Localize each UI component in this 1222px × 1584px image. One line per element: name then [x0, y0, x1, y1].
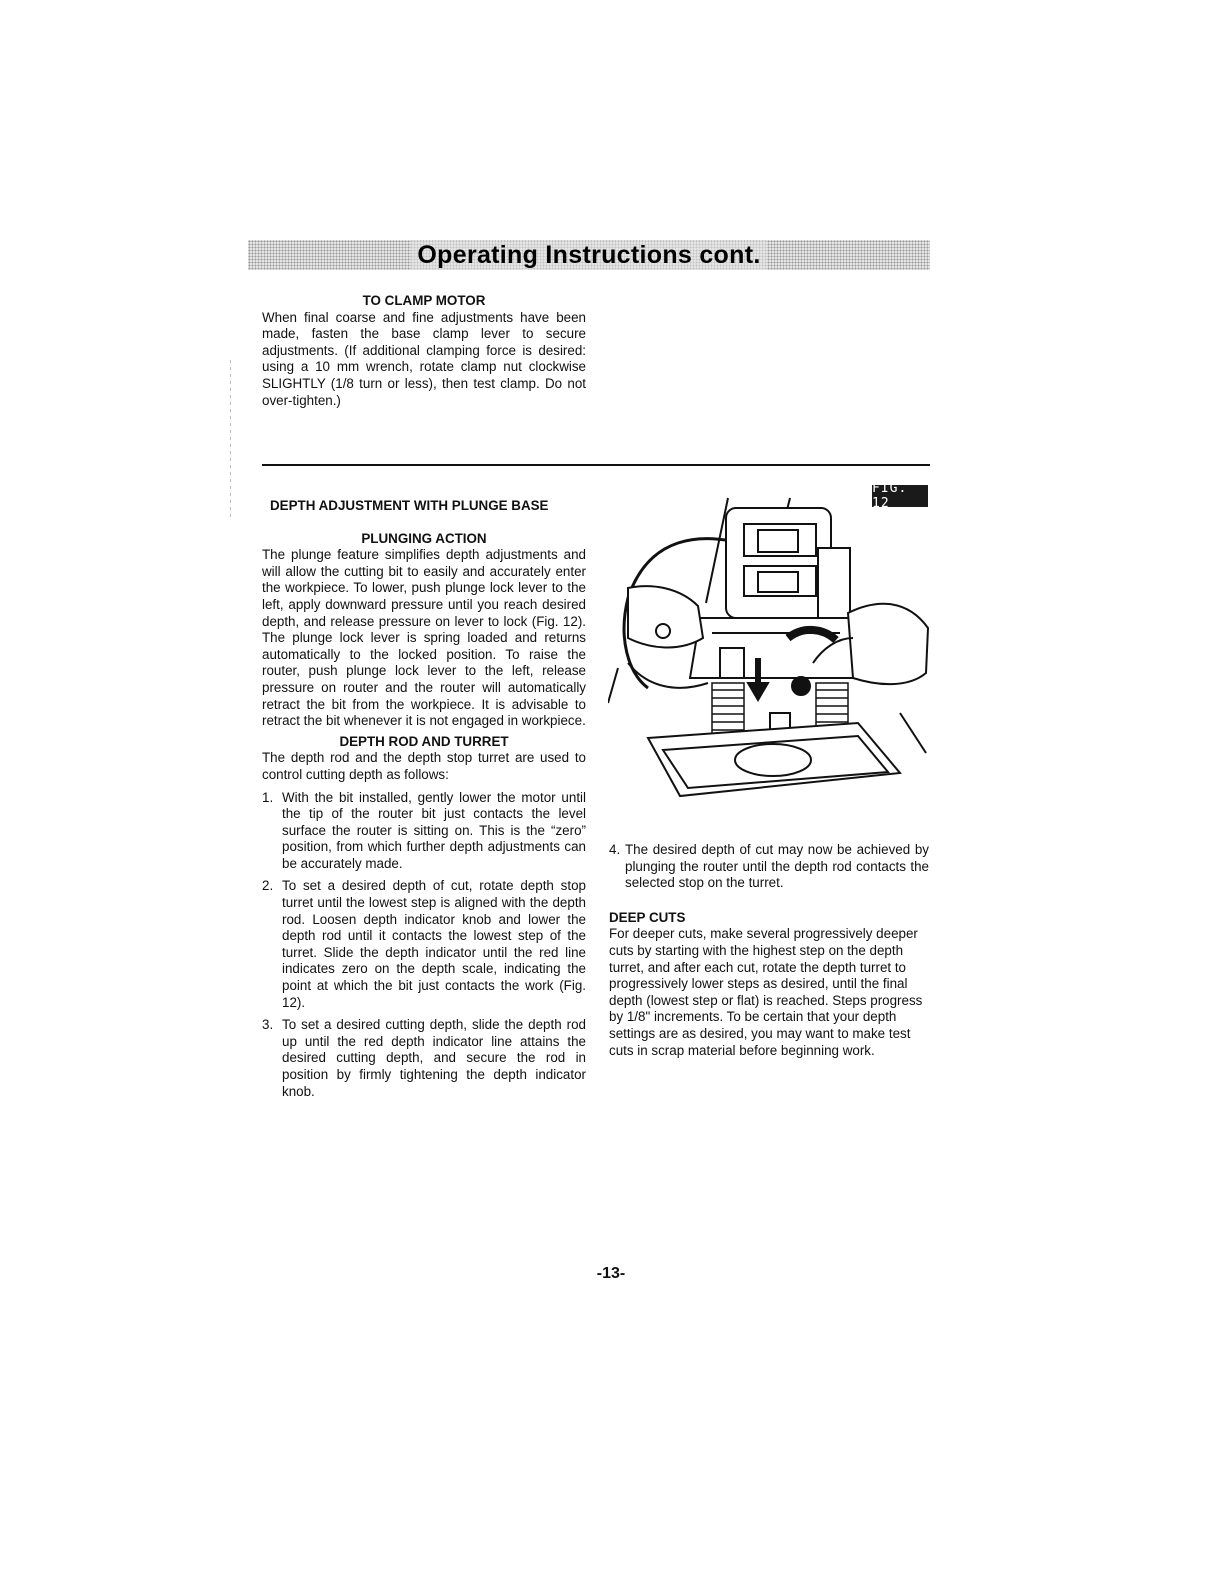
page-title: Operating Instructions cont. [411, 241, 766, 270]
clamp-motor-section [262, 293, 586, 409]
right-column [609, 842, 929, 1059]
step-number: 4. [609, 842, 621, 857]
step-four [609, 842, 929, 892]
clamp-motor-heading: TO CLAMP MOTOR [362, 293, 486, 308]
router-illustration [608, 488, 933, 806]
step-number: 1. [262, 789, 274, 805]
step-text: To set a desired depth of cut, rotate depth stop turret until the lowest step is aligned with the depth rod. Loosen depth indicator knob and lower the depth rod until it contacts the lowest step of the turret. Slide the depth indicator until the red line indicates zero on the depth scale, indicating the point at which the bit just contacts the work (Fig. 12). [282, 878, 586, 1010]
depth-steps-list [262, 790, 586, 1101]
step-text: With the bit installed, gently lower the motor until the tip of the router bit just contacts the level surface the router is sitting on. This is the “zero” position, from which further depth adjustments can be accurately made. [282, 789, 586, 871]
step-text: To set a desired cutting depth, slide the depth rod up until the red depth indicator line attains the desired cutting depth, and secure the rod in position by firmly tightening the depth indicator knob. [282, 1017, 586, 1099]
step-text: The desired depth of cut may now be achieved by plunging the router until the depth rod contacts the selected stop on the turret. [625, 842, 929, 891]
depth-adjustment-heading: DEPTH ADJUSTMENT WITH PLUNGE BASE [270, 498, 549, 513]
section-banner [248, 240, 930, 270]
depth-rod-heading: DEPTH ROD AND TURRET [339, 733, 509, 749]
plunging-action-heading: PLUNGING ACTION [361, 530, 487, 546]
clamp-motor-body: When final coarse and fine adjustments have been made, fasten the base clamp lever to secure adjustments. (If additional clamping force is desired: using a 10 mm wrench, rotate clamp nut clockwise SLIGHTLY (1/8 turn or less), then test clamp. Do not over-tighten.) [262, 309, 586, 408]
depth-adjustment-section [262, 498, 586, 1106]
scan-edge-mark [230, 360, 231, 520]
plunging-action-body: The plunge feature simplifies depth adjustments and will allow the cutting bit to easily and accurately enter the workpiece. To lower, push plunge lock lever to the left, apply downward pressure until you reach desired depth, and release pressure on lever to lock (Fig. 12). The plunge lock lever is spring loaded and returns automatically to the locked position. To raise the router, push plunge lock lever to the left, release pressure on router and the router will automatically retract the bit from the workpiece. It is advisable to retract the bit whenever it is not engaged in workpiece. [262, 547, 586, 729]
depth-rod-intro: The depth rod and the depth stop turret are used to control cutting depth as follows: [262, 750, 586, 782]
figure-label: FIG. 12 [872, 485, 928, 507]
list-item [262, 878, 586, 1011]
section-divider [262, 464, 930, 466]
page-number: -13- [596, 1265, 626, 1282]
step-number: 3. [262, 1017, 274, 1033]
step-number: 2. [262, 878, 274, 894]
deep-cuts-body: For deeper cuts, make several progressively deeper cuts by starting with the highest step on the depth turret, and after each cut, rotate the depth turret to progressively lower steps as desired, until the final depth (lowest step or flat) is reached. Steps progress by 1/8" increments. To be certain that your depth settings are as desired, you may want to make test cuts in scrap material before beginning work. [609, 926, 923, 1058]
deep-cuts-heading: DEEP CUTS [609, 909, 686, 925]
list-item [262, 790, 586, 873]
list-item [262, 1017, 586, 1100]
